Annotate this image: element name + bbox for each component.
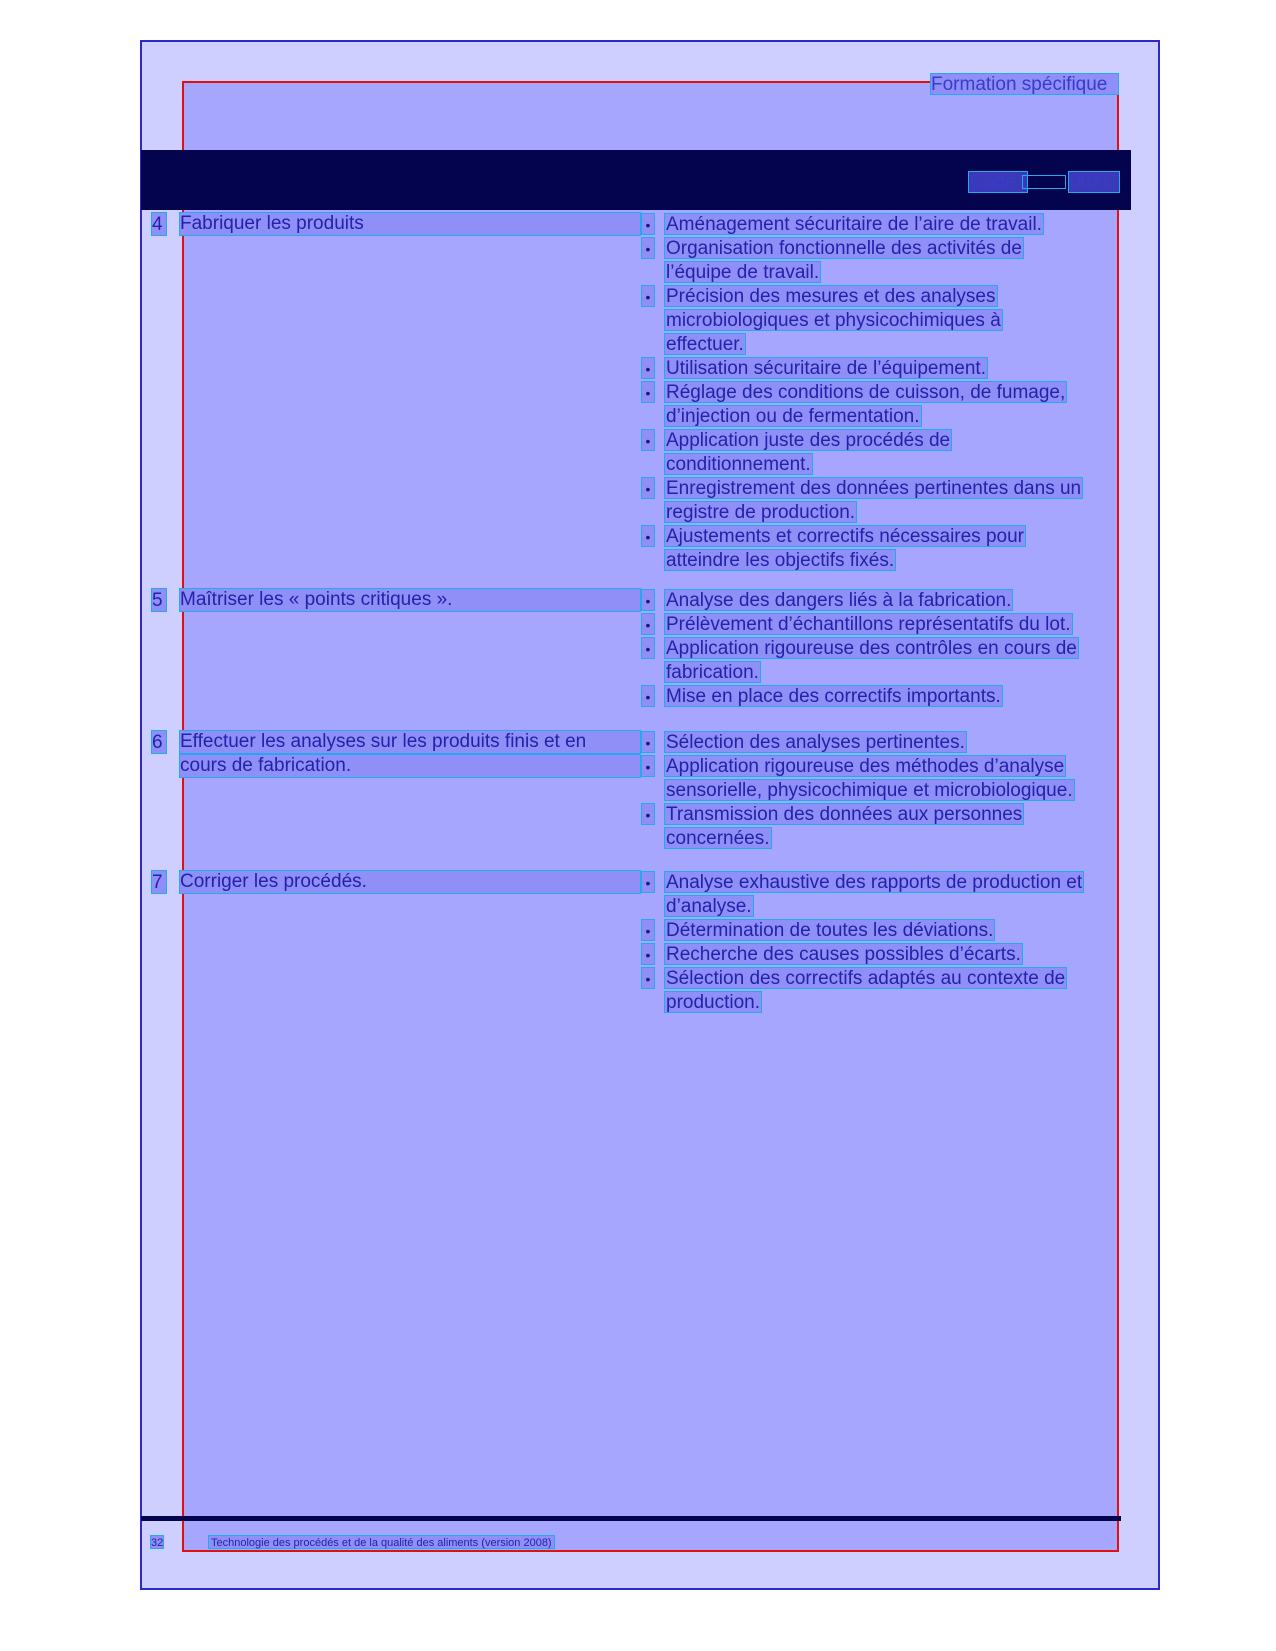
task-number: 4 [151,212,167,236]
bullet-icon: • [641,755,655,777]
criterion-text-line: d’injection ou de fermentation. [666,406,920,427]
bullet-icon: • [641,237,655,259]
section-title: Formation spécifique [930,73,1119,95]
criterion-text-line: Application juste des procédés de [666,430,951,451]
criterion-text-line: registre de production. [666,502,856,523]
bullet-icon: • [641,525,655,547]
criterion-text-line: Recherche des causes possibles d’écarts. [666,944,1021,965]
criterion-text-line: conditionnement. [666,454,811,475]
criterion-text-line: l’équipe de travail. [666,262,820,283]
criterion-text-line: Ajustements et correctifs nécessaires pour [666,526,1024,547]
criterion-item [641,477,1121,523]
criterion-item [641,381,1121,427]
criteria-list [641,213,1121,573]
criterion-text-line: Application rigoureuse des contrôles en cours de [666,638,1077,659]
criterion-text-line: Enregistrement des données pertinentes dans un [666,478,1082,499]
criterion-item [641,871,1121,917]
task-title-line: Corriger les procédés. [179,870,641,894]
criterion-item [641,967,1121,1013]
task-title-line: Maîtriser les « points critiques ». [179,588,641,612]
task-number: 7 [151,870,167,894]
criterion-item [641,589,1121,611]
bullet-icon: • [641,637,655,659]
criterion-item [641,357,1121,379]
criterion-text-line: Réglage des conditions de cuisson, de fumage, [666,382,1066,403]
criterion-text-line: Organisation fonctionnelle des activités de [666,238,1022,259]
criterion-item [641,637,1121,683]
code-field-box [1022,175,1066,189]
bullet-icon: • [641,213,655,235]
criterion-text-line: Sélection des analyses pertinentes. [666,732,965,753]
criterion-text-line: concernées. [666,828,770,849]
bullet-icon: • [641,731,655,753]
bullet-icon: • [641,967,655,989]
criterion-item [641,731,1121,753]
criterion-item [641,285,1121,355]
criterion-text-line: sensorielle, physicochimique et microbiologique. [666,780,1073,801]
task-title-line: Fabriquer les produits [179,212,641,236]
criterion-text-line: Aménagement sécuritaire de l’aire de travail. [666,214,1042,235]
bullet-icon: • [641,803,655,825]
bullet-icon: • [641,285,655,307]
bullet-icon: • [641,477,655,499]
criterion-text-line: Analyse des dangers liés à la fabrication. [666,590,1012,611]
criterion-item [641,685,1121,707]
task-number: 5 [151,588,167,612]
criterion-text-line: d’analyse. [666,896,752,917]
criterion-text-line: Mise en place des correctifs importants. [666,686,1001,707]
page-number: 32 [151,1537,164,1549]
bullet-icon: • [641,943,655,965]
criteria-list [641,589,1121,709]
criterion-item [641,613,1121,635]
criterion-text-line: production. [666,992,761,1013]
bullet-icon: • [641,919,655,941]
bullet-icon: • [641,589,655,611]
footer-rule [141,1516,1121,1521]
criterion-text-line: effectuer. [666,334,744,355]
criterion-text-line: atteindre les objectifs fixés. [666,550,895,571]
criterion-item [641,755,1121,801]
code-value: 00XC [1070,172,1118,193]
criterion-item [641,213,1121,235]
criterion-text-line: Détermination de toutes les déviations. [666,920,994,941]
criterion-text-line: Analyse exhaustive des rapports de production et [666,872,1083,893]
criterion-item [641,237,1121,283]
criterion-item [641,429,1121,475]
bullet-icon: • [641,685,655,707]
task-title-line: Effectuer les analyses sur les produits finis et en [179,730,641,754]
criterion-text-line: microbiologiques et physicochimiques à [666,310,1001,331]
code-label: Code : [970,172,1026,193]
bullet-icon: • [641,357,655,379]
criteria-list [641,731,1121,851]
criterion-text-line: Prélèvement d’échantillons représentatifs du lot. [666,614,1071,635]
criterion-text-line: Transmission des données aux personnes [666,804,1023,825]
criterion-item [641,943,1121,965]
criterion-item [641,803,1121,849]
bullet-icon: • [641,381,655,403]
bullet-icon: • [641,871,655,893]
footer-title: Technologie des procédés et de la qualité des aliments (version 2008) [208,1535,555,1549]
bullet-icon: • [641,429,655,451]
criterion-item [641,919,1121,941]
bullet-icon: • [641,613,655,635]
criterion-text-line: Précision des mesures et des analyses [666,286,996,307]
criterion-text-line: Sélection des correctifs adaptés au contexte de [666,968,1066,989]
criterion-item [641,525,1121,571]
criterion-text-line: Application rigoureuse des méthodes d’analyse [666,756,1065,777]
criterion-text-line: fabrication. [666,662,759,683]
criterion-text-line: Utilisation sécuritaire de l’équipement. [666,358,986,379]
criteria-list [641,871,1121,1015]
task-title-line: cours de fabrication. [179,754,641,778]
task-number: 6 [151,730,167,754]
